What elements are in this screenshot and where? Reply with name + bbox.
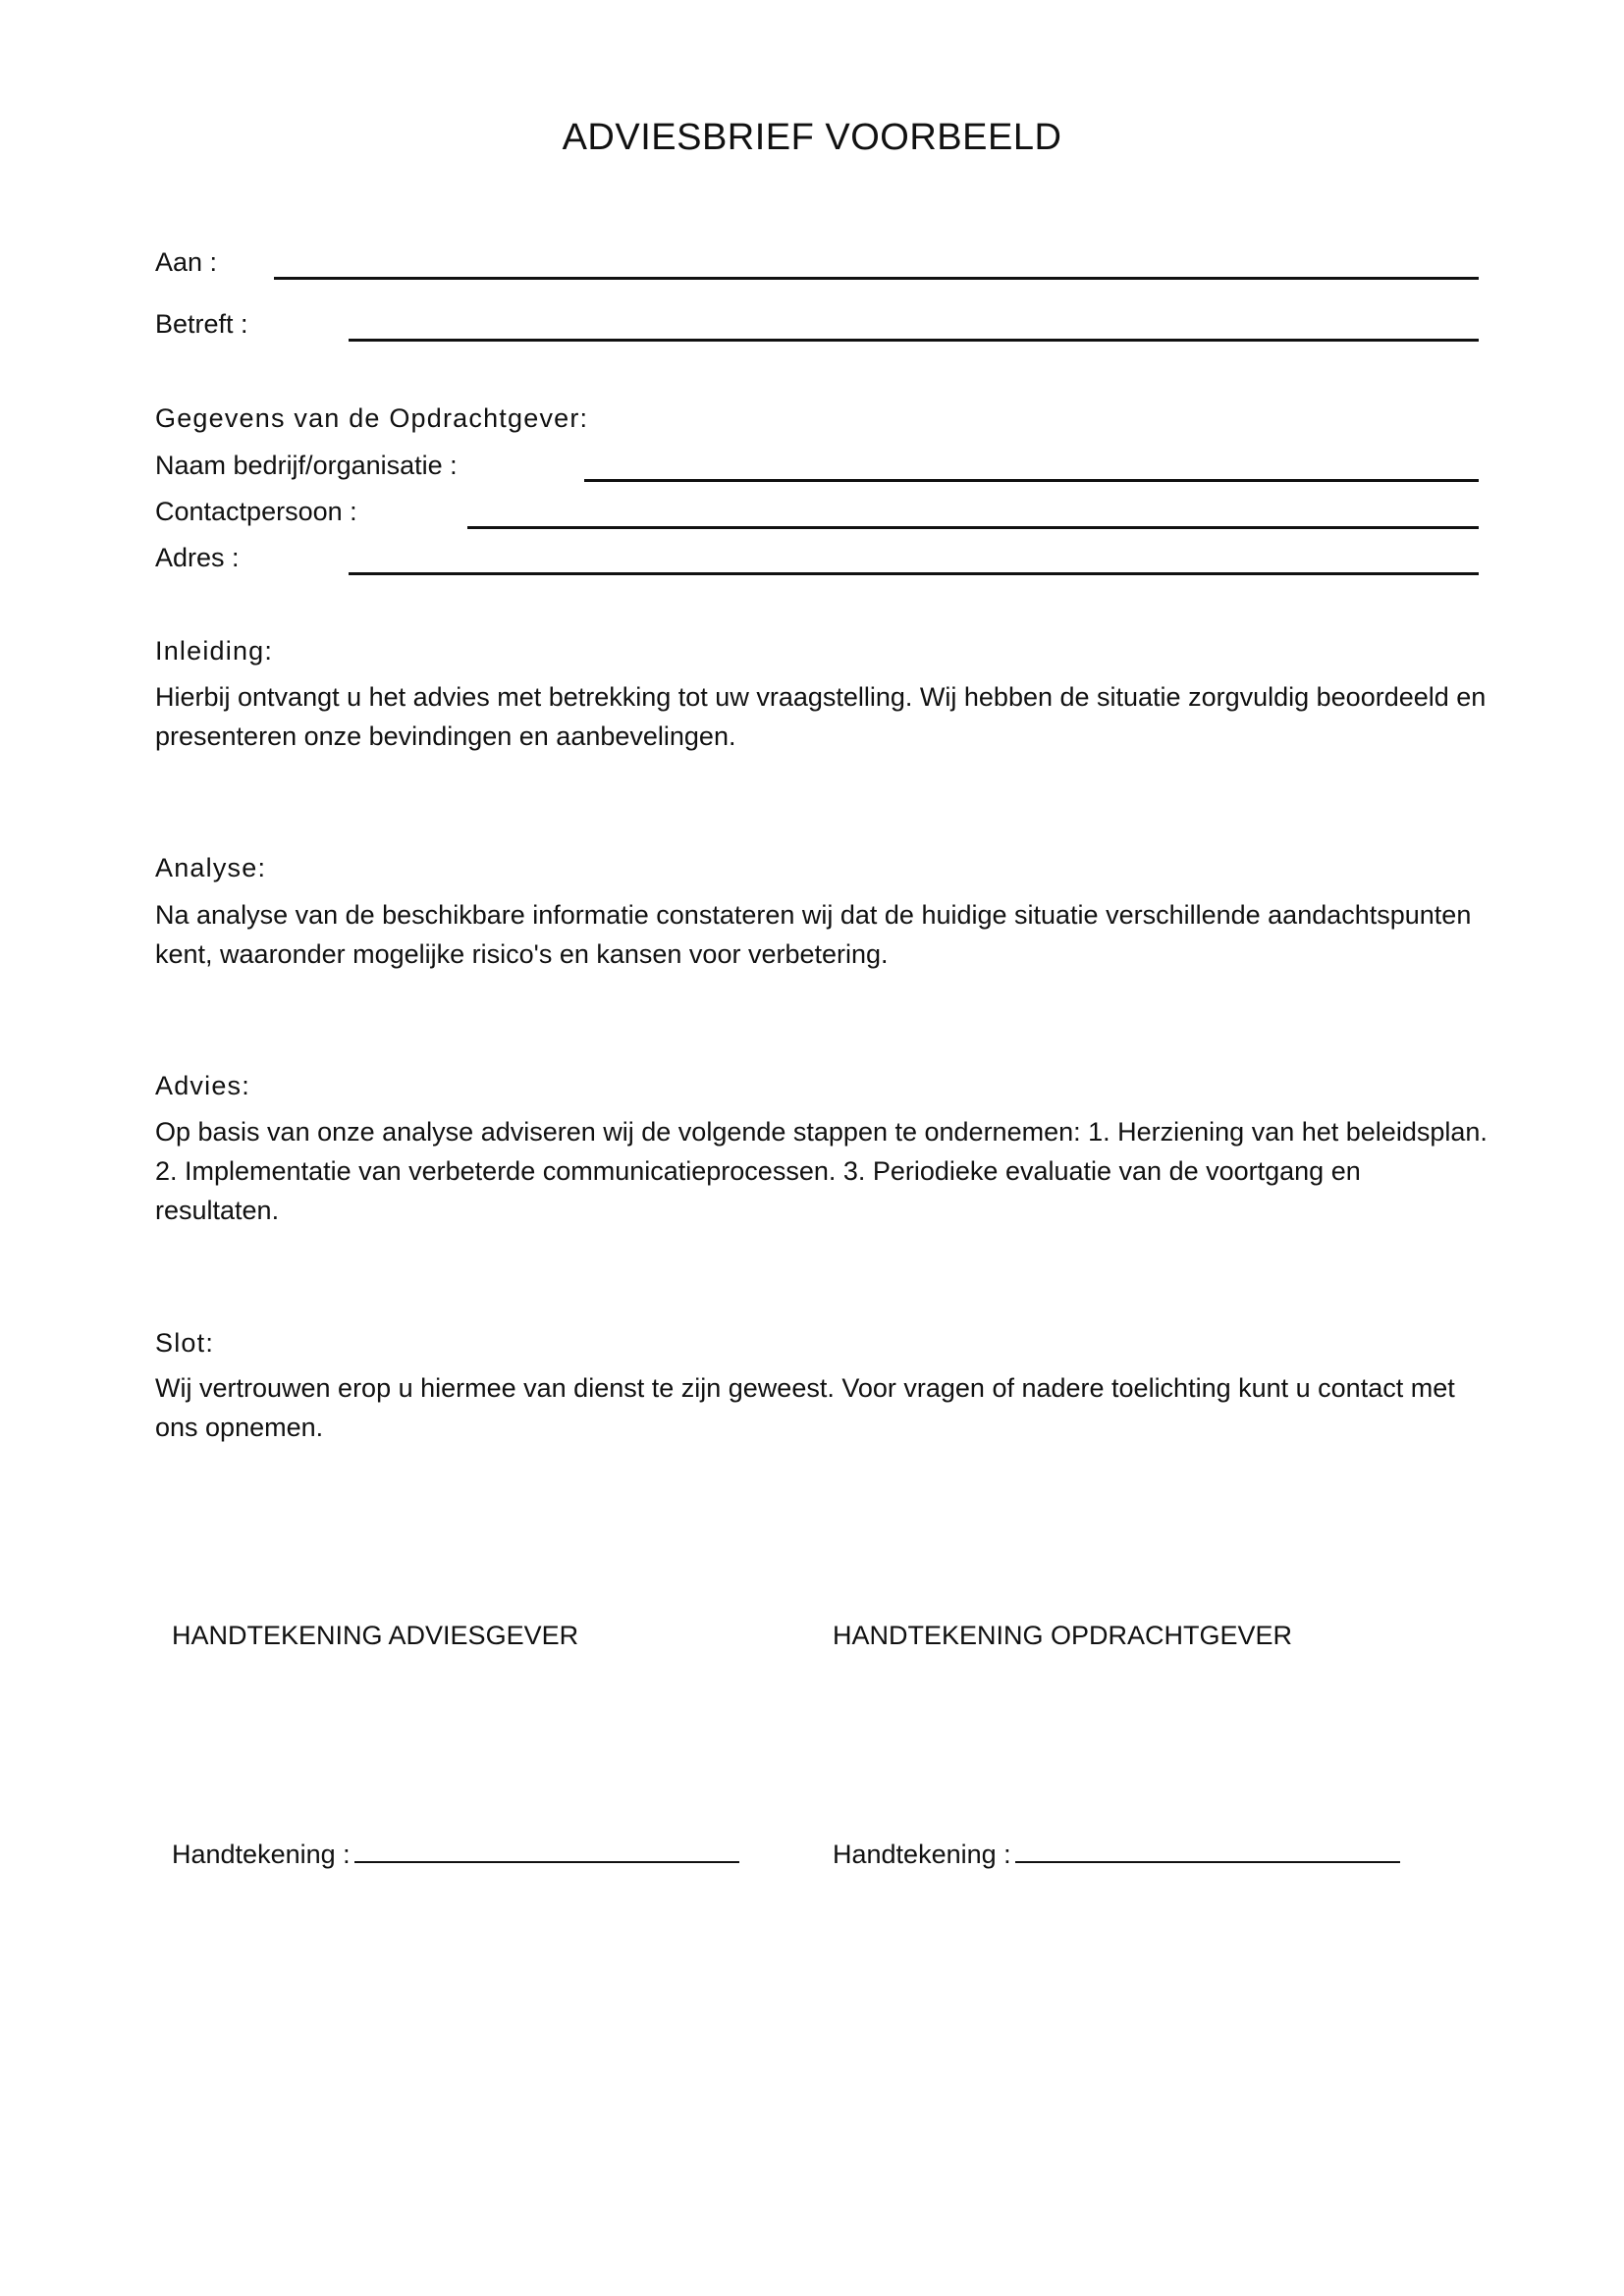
document-title: ADVIESBRIEF VOORBEELD [562,117,1062,158]
signature-adviesgever-blank[interactable] [354,1857,739,1863]
inleiding-heading: Inleiding: [155,636,274,666]
signature-adviesgever-heading: HANDTEKENING ADVIESGEVER [172,1621,579,1650]
contactpersoon-field-line[interactable] [467,526,1479,529]
naam-field-line[interactable] [584,479,1479,482]
aan-field-line[interactable] [274,277,1479,280]
client-heading: Gegevens van de Opdrachtgever: [155,403,589,433]
analyse-heading: Analyse: [155,853,267,882]
signature-opdrachtgever-line [833,1839,1400,1870]
naam-label: Naam bedrijf/organisatie : [155,451,458,480]
signature-opdrachtgever-heading: HANDTEKENING OPDRACHTGEVER [833,1621,1293,1650]
analyse-text: Na analyse van de beschikbare informatie constateren wij dat de huidige situatie verschillende aandachtspunten kent, waaronder mogelijke risico's en kansen voor verbetering. [155,900,1472,969]
betreft-label: Betreft : [155,309,248,339]
aan-label: Aan : [155,247,218,277]
signature-opdrachtgever-blank[interactable] [1015,1857,1400,1863]
signature-adviesgever-line [172,1839,739,1870]
slot-text: Wij vertrouwen erop u hiermee van dienst te zijn geweest. Voor vragen of nadere toelichting kunt u contact met ons opnemen. [155,1373,1455,1442]
inleiding-text: Hierbij ontvangt u het advies met betrekking tot uw vraagstelling. Wij hebben de situatie zorgvuldig beoordeeld en presenteren onze bevindingen en aanbevelingen. [155,682,1487,751]
slot-heading: Slot: [155,1328,215,1358]
adres-field-line[interactable] [349,572,1479,575]
contactpersoon-label: Contactpersoon : [155,497,357,526]
betreft-field-line[interactable] [349,339,1479,342]
signature-adviesgever-label: Handtekening : [172,1840,351,1869]
advies-heading: Advies: [155,1071,250,1100]
signature-opdrachtgever-label: Handtekening : [833,1840,1011,1869]
advies-text: Op basis van onze analyse adviseren wij de volgende stappen te ondernemen: 1. Herziening van het beleidsplan. 2. Implementatie van verbeterde communicatieprocessen. 3. Periodieke evaluatie van de voortgang en resultaten. [155,1117,1488,1225]
adres-label: Adres : [155,543,240,572]
